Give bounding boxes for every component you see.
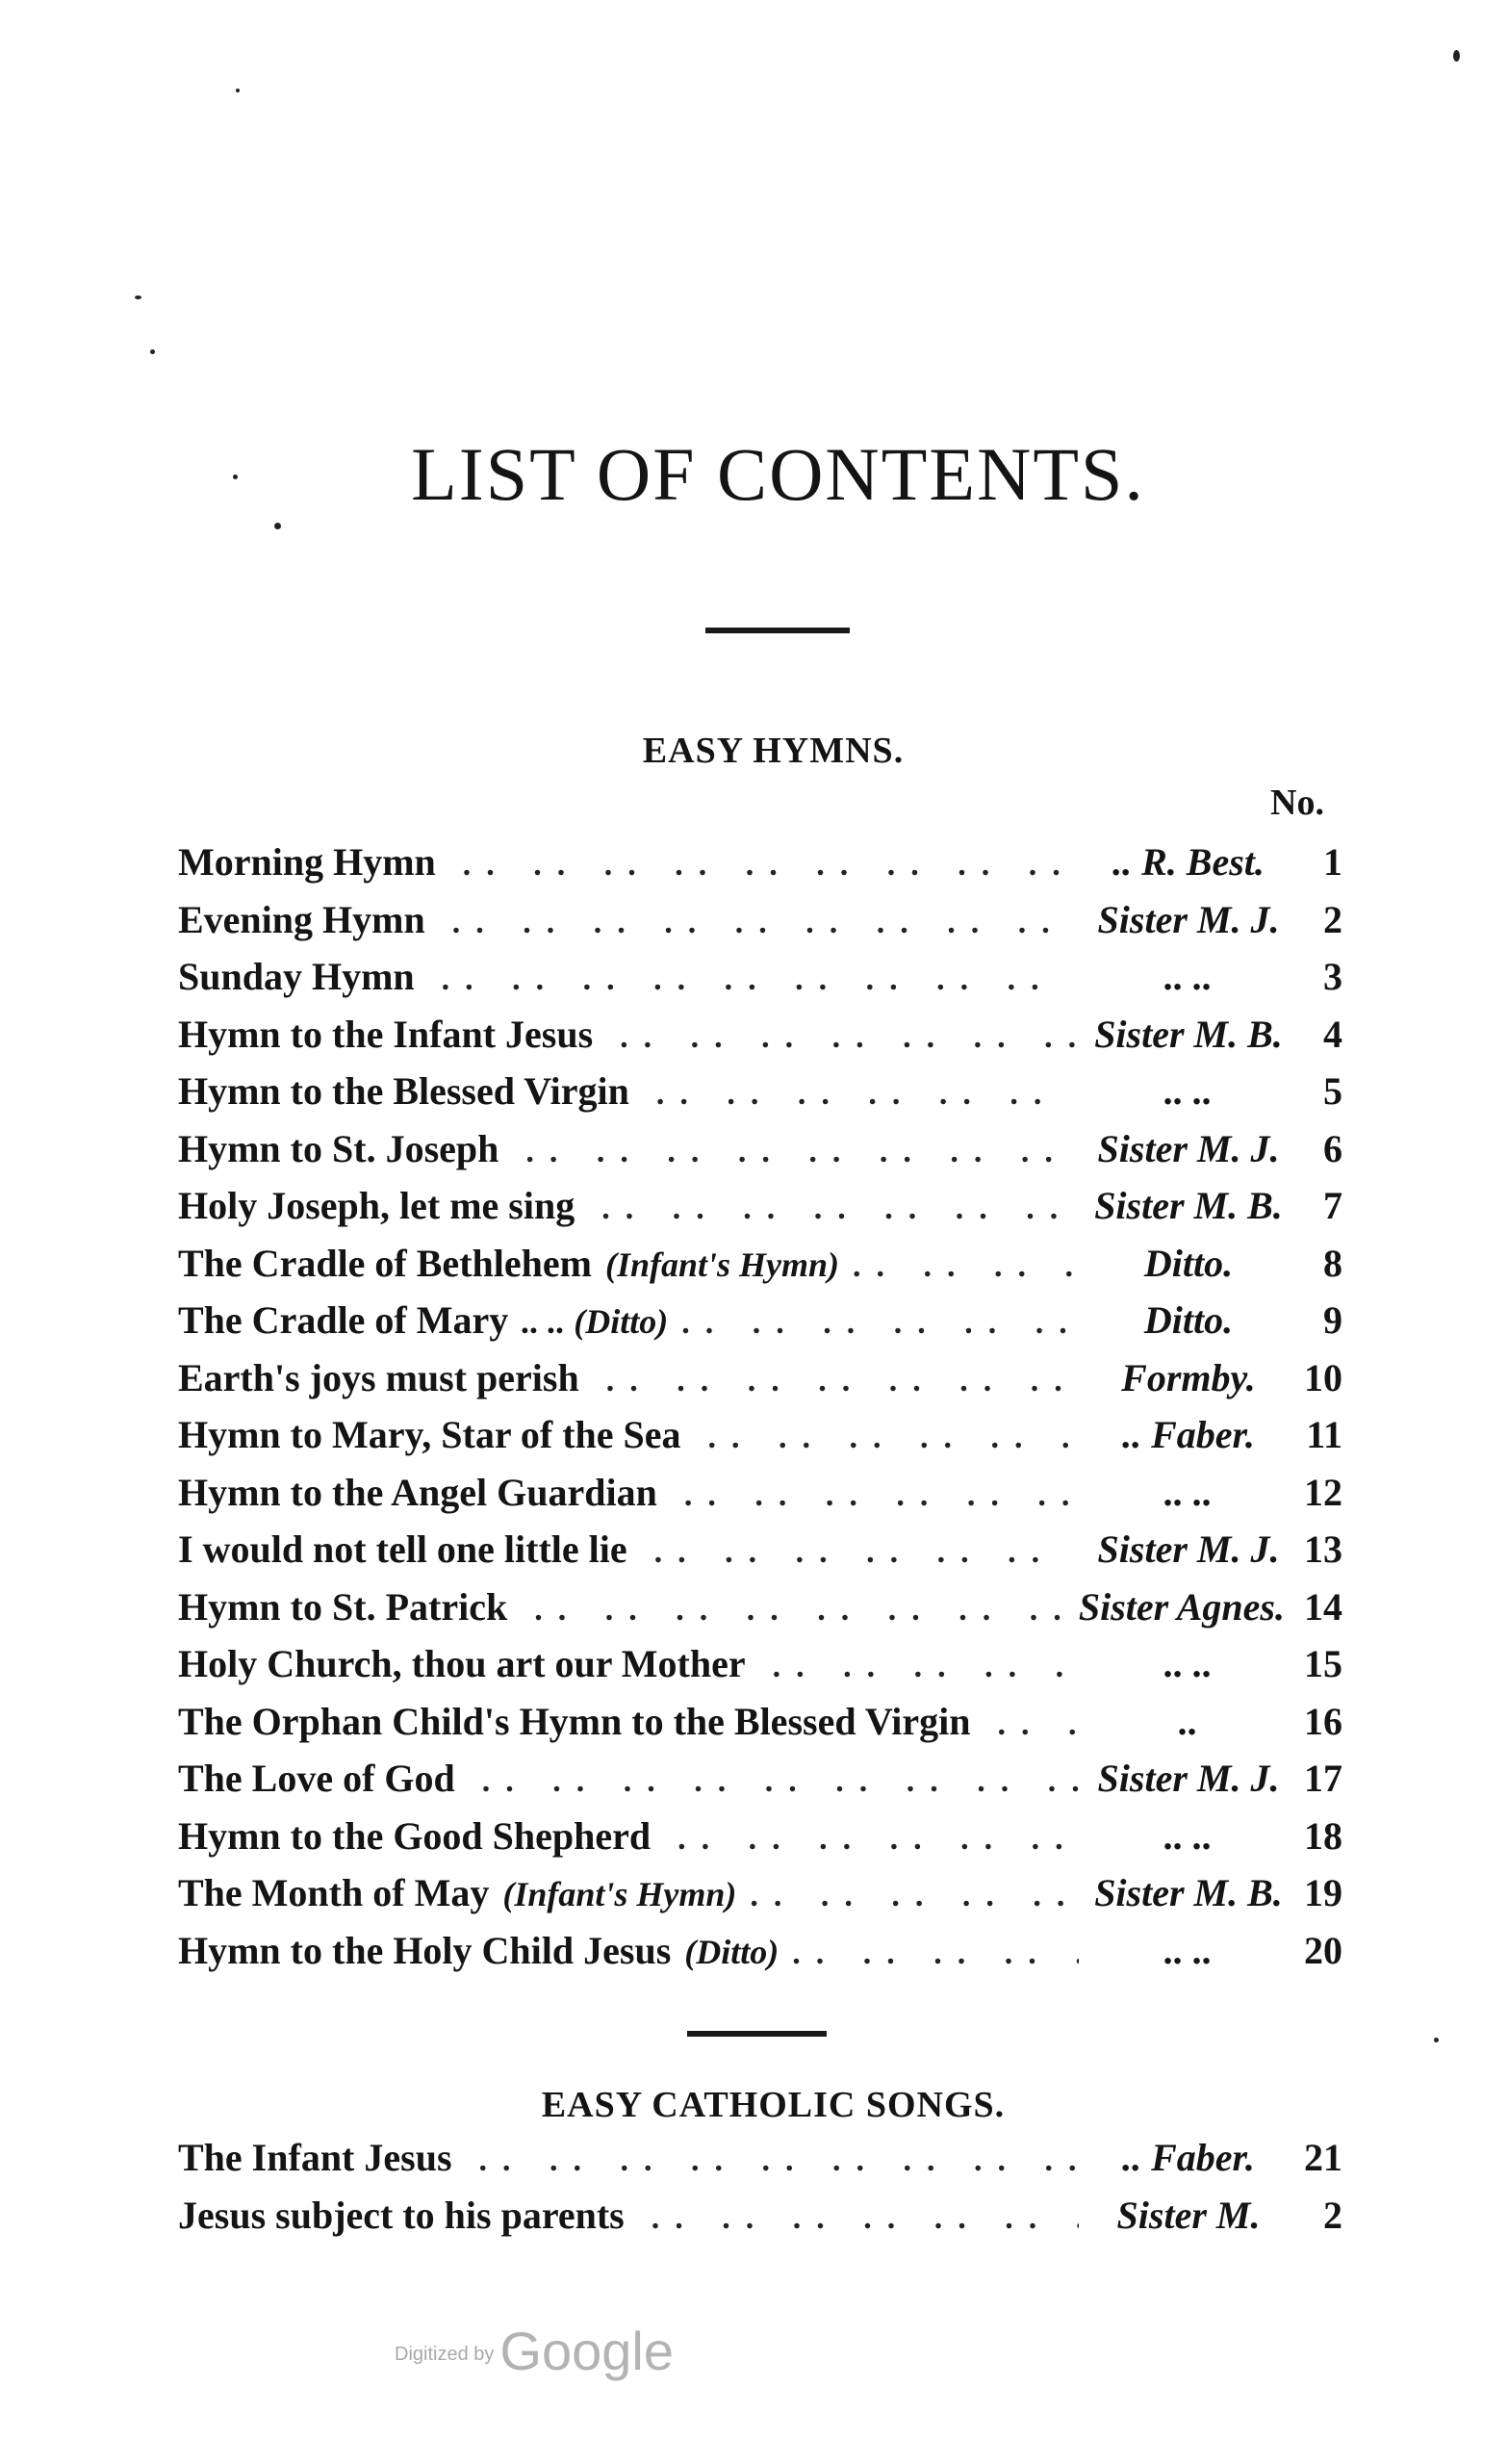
dot-leader — [652, 2200, 1079, 2237]
list-item — [178, 1813, 1342, 1871]
google-logo: Google — [499, 2321, 674, 2381]
list-item — [178, 1012, 1342, 1069]
entry-title: Morning Hymn — [178, 840, 436, 884]
entry-number: 2 — [1323, 2193, 1342, 2237]
list-item — [178, 1241, 1342, 1298]
entry-title: The Orphan Child's Hymn to the Blessed Virgin — [178, 1699, 971, 1743]
dot-leader — [773, 1649, 1079, 1685]
entry-number: 5 — [1323, 1069, 1342, 1113]
list-item — [178, 1297, 1342, 1355]
list-item — [178, 1068, 1342, 1126]
entry-title: Hymn to Mary, Star of the Sea — [178, 1413, 681, 1456]
entry-number: 17 — [1304, 1757, 1342, 1800]
list-item — [178, 1928, 1342, 1986]
dot-leader — [677, 1821, 1079, 1858]
ink-speck — [274, 523, 281, 529]
entry-title: Jesus subject to his parents — [178, 2193, 625, 2237]
entry-author: .. — [1179, 1699, 1198, 1743]
entry-note: .. .. (Ditto) — [522, 1302, 669, 1341]
dot-leader — [534, 1592, 1065, 1629]
list-item — [178, 839, 1342, 897]
entry-title: Hymn to the Holy Child Jesus — [178, 1928, 672, 1972]
entry-author: Sister M. J. — [1097, 1757, 1280, 1800]
entry-number: 15 — [1304, 1642, 1342, 1685]
entry-number: 14 — [1304, 1584, 1342, 1629]
section-divider — [687, 2031, 827, 2037]
dot-leader — [606, 1363, 1079, 1399]
entry-number: 9 — [1323, 1298, 1342, 1342]
entry-author: .. .. — [1164, 1928, 1213, 1972]
entry-author: Sister M. J. — [1097, 1126, 1280, 1170]
page-title: LIST OF CONTENTS. — [411, 432, 1145, 516]
entry-author: .. .. — [1164, 1813, 1213, 1858]
entry-number: 13 — [1304, 1527, 1342, 1571]
ink-speck — [236, 89, 240, 92]
songs-heading: EASY CATHOLIC SONGS. — [541, 2085, 1006, 2125]
entry-title: Earth's joys must perish — [178, 1355, 579, 1399]
dot-leader — [853, 1248, 1079, 1285]
entry-title: Evening Hymn — [178, 897, 425, 941]
entry-number: 11 — [1306, 1413, 1342, 1456]
entry-author: .. .. — [1164, 955, 1213, 998]
list-item — [178, 1183, 1342, 1241]
entry-number: 20 — [1304, 1928, 1342, 1972]
list-item — [178, 1584, 1342, 1642]
entry-number: 3 — [1323, 955, 1342, 998]
list-item — [178, 1355, 1342, 1413]
entry-note: (Ditto) — [684, 1932, 780, 1971]
dot-leader — [463, 847, 1079, 884]
entry-author: Sister Agnes. — [1078, 1584, 1285, 1629]
entry-author: Sister M. B. — [1094, 1871, 1283, 1914]
entry-author: Sister M. B. — [1094, 1184, 1283, 1227]
list-item — [178, 1470, 1342, 1527]
dot-leader — [620, 1019, 1079, 1056]
entry-title: I would not tell one little lie — [178, 1527, 627, 1571]
list-item — [178, 1699, 1342, 1757]
entry-number: 6 — [1323, 1126, 1342, 1170]
entry-number: 12 — [1304, 1470, 1342, 1514]
list-item — [178, 1870, 1342, 1928]
digitized-by-watermark — [395, 2320, 674, 2382]
entry-number: 10 — [1304, 1355, 1342, 1399]
ink-speck — [135, 295, 141, 299]
dot-leader — [525, 1134, 1079, 1170]
ink-speck — [1453, 50, 1460, 62]
entry-author: .. Faber. — [1122, 2136, 1255, 2179]
list-item — [178, 1412, 1342, 1470]
entry-title: Holy Church, thou art our Mother — [178, 1642, 746, 1685]
hymns-heading: EASY HYMNS. — [642, 731, 905, 771]
entry-title: Hymn to the Infant Jesus — [178, 1012, 594, 1056]
dot-leader — [442, 962, 1079, 998]
entry-author: Sister M. — [1116, 2193, 1261, 2237]
entry-title: Hymn to the Blessed Virgin — [178, 1069, 629, 1113]
entry-author: .. R. Best. — [1112, 840, 1265, 884]
dot-leader — [750, 1878, 1079, 1914]
songs-list — [178, 2135, 1342, 2249]
entry-author: .. .. — [1164, 1642, 1213, 1685]
number-column-header: No. — [1270, 783, 1324, 823]
entry-number: 21 — [1304, 2136, 1342, 2179]
entry-title: Hymn to the Angel Guardian — [178, 1470, 657, 1514]
entry-title: The Cradle of Mary — [178, 1298, 509, 1342]
list-item — [178, 1126, 1342, 1184]
hymns-list — [178, 839, 1342, 1985]
entry-number: 2 — [1323, 897, 1342, 941]
dot-leader — [792, 1936, 1079, 1972]
dot-leader — [601, 1191, 1079, 1227]
entry-author: Sister M. J. — [1097, 1527, 1280, 1571]
entry-title: Hymn to St. Joseph — [178, 1126, 499, 1170]
entry-title: The Month of May — [178, 1871, 490, 1914]
dot-leader — [681, 1305, 1079, 1342]
dot-leader — [452, 905, 1079, 941]
dot-leader — [708, 1420, 1079, 1456]
list-item — [178, 2135, 1342, 2193]
ink-speck — [150, 349, 155, 354]
entry-number: 1 — [1323, 840, 1342, 884]
entry-title: Hymn to the Good Shepherd — [178, 1813, 652, 1858]
dot-leader — [479, 2143, 1079, 2179]
entry-author: .. Faber. — [1122, 1413, 1255, 1456]
list-item — [178, 1641, 1342, 1699]
entry-title: The Infant Jesus — [178, 2136, 452, 2179]
entry-number: 8 — [1323, 1241, 1342, 1285]
entry-note: (Infant's Hymn) — [604, 1245, 839, 1284]
entry-title: The Cradle of Bethlehem — [178, 1241, 592, 1285]
entry-number: 16 — [1304, 1699, 1342, 1743]
entry-note: (Infant's Hymn) — [502, 1875, 737, 1913]
list-item — [178, 954, 1342, 1012]
entry-author: Ditto. — [1143, 1298, 1234, 1342]
entry-author: Sister M. J. — [1097, 897, 1280, 941]
list-item — [178, 2193, 1342, 2250]
entry-title: Holy Joseph, let me sing — [178, 1184, 575, 1227]
entry-author: Formby. — [1121, 1355, 1256, 1399]
list-item — [178, 1527, 1342, 1584]
list-item — [178, 897, 1342, 955]
entry-title: The Love of God — [178, 1757, 455, 1800]
entry-number: 7 — [1323, 1184, 1342, 1227]
entry-number: 4 — [1323, 1012, 1342, 1056]
entry-author: .. .. — [1164, 1470, 1213, 1514]
entry-author: Sister M. B. — [1094, 1012, 1283, 1056]
entry-author: .. .. — [1164, 1069, 1213, 1113]
title-divider — [705, 628, 850, 633]
entry-author: Ditto. — [1143, 1241, 1234, 1285]
dot-leader — [482, 1763, 1079, 1800]
list-item — [178, 1756, 1342, 1813]
entry-number: 18 — [1304, 1813, 1342, 1858]
entry-number: 19 — [1304, 1871, 1342, 1914]
digitized-label: Digitized by — [395, 2344, 495, 2365]
entry-title: Sunday Hymn — [178, 955, 415, 998]
ink-speck — [1434, 2038, 1439, 2042]
dot-leader — [654, 1534, 1079, 1571]
dot-leader — [684, 1477, 1079, 1514]
dot-leader — [656, 1076, 1079, 1113]
entry-title: Hymn to St. Patrick — [178, 1584, 508, 1629]
dot-leader — [997, 1707, 1079, 1743]
